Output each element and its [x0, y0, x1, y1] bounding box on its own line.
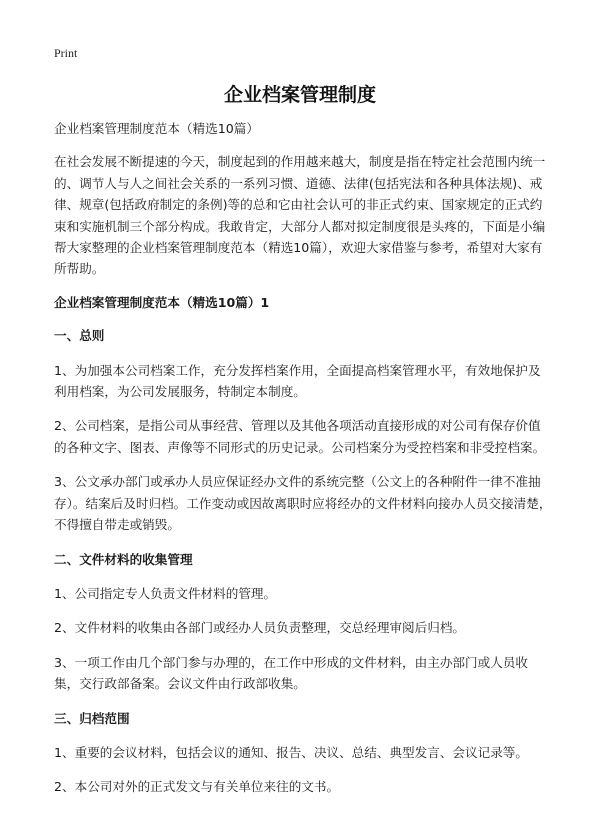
document-body: [54, 118, 552, 811]
print-link[interactable]: Print: [54, 46, 78, 60]
paragraph-1-2: 2、公司档案，是指公司从事经营、管理以及其他各项活动直接形成的对公司有保存价值的各种文字、图表、声像等不同形式的历史记录。公司档案分为受控档案和非受控档案。: [54, 418, 546, 455]
paragraph-2-1: 1、公司指定专人负责文件材料的管理。: [54, 585, 277, 601]
section-title: 企业档案管理制度范本（精选10篇）1: [54, 294, 270, 310]
paragraph-2-3: 3、一项工作由几个部门参与办理的，在工作中形成的文件材料，由主办部门或人员收集，交行政部备案。会议文件由行政部收集。: [54, 654, 528, 692]
paragraph-1-3: 3、公文承办部门或承办人员应保证经办文件的系统完整（公文上的各种附件一律不准抽存）。结案后及时归档。工作变动或因故离职时应将经办的文件材料向接办人员交接清楚，不得擅自带走或销毁。: [54, 474, 552, 533]
paragraph-3-1: 1、重要的会议材料，包括会议的通知、报告、决议、总结、典型发言、会议记录等。: [54, 744, 528, 760]
heading-general-principles: 一、总则: [54, 328, 105, 344]
heading-document-collection: 二、文件材料的收集管理: [54, 551, 193, 567]
intro-paragraph: 在社会发展不断提速的今天，制度起到的作用越来越大，制度是指在特定社会范围内统一的、调节人与人之间社会关系的一系列习惯、道德、法律(包括宪法和各种具体法规)、戒律、规章(包括政府制定的条例)等的总和它由社会认可的非正式约束、国家规定的正式约束和实施机制三个部分构成。我敢肯定，大部分人都对拟定制度很是头疼的，下面是小编帮大家整理的企业档案管理制度范本（精选10篇），欢迎大家借鉴与参考，希望对大家有所帮助。: [54, 154, 546, 277]
paragraph-1-1: 1、为加强本公司档案工作，充分发挥档案作用，全面提高档案管理水平，有效地保护及利用档案，为公司发展服务，特制定本制度。: [54, 362, 541, 400]
heading-filing-scope: 三、归档范围: [54, 710, 130, 726]
document-subtitle: 企业档案管理制度范本（精选10篇）: [54, 121, 259, 136]
page-title: 企业档案管理制度: [223, 84, 376, 106]
paragraph-2-2: 2、文件材料的收集由各部门或经办人员负责整理，交总经理审阅后归档。: [54, 620, 466, 636]
paragraph-3-2: 2、本公司对外的正式发文与有关单位来往的文书。: [54, 779, 340, 795]
